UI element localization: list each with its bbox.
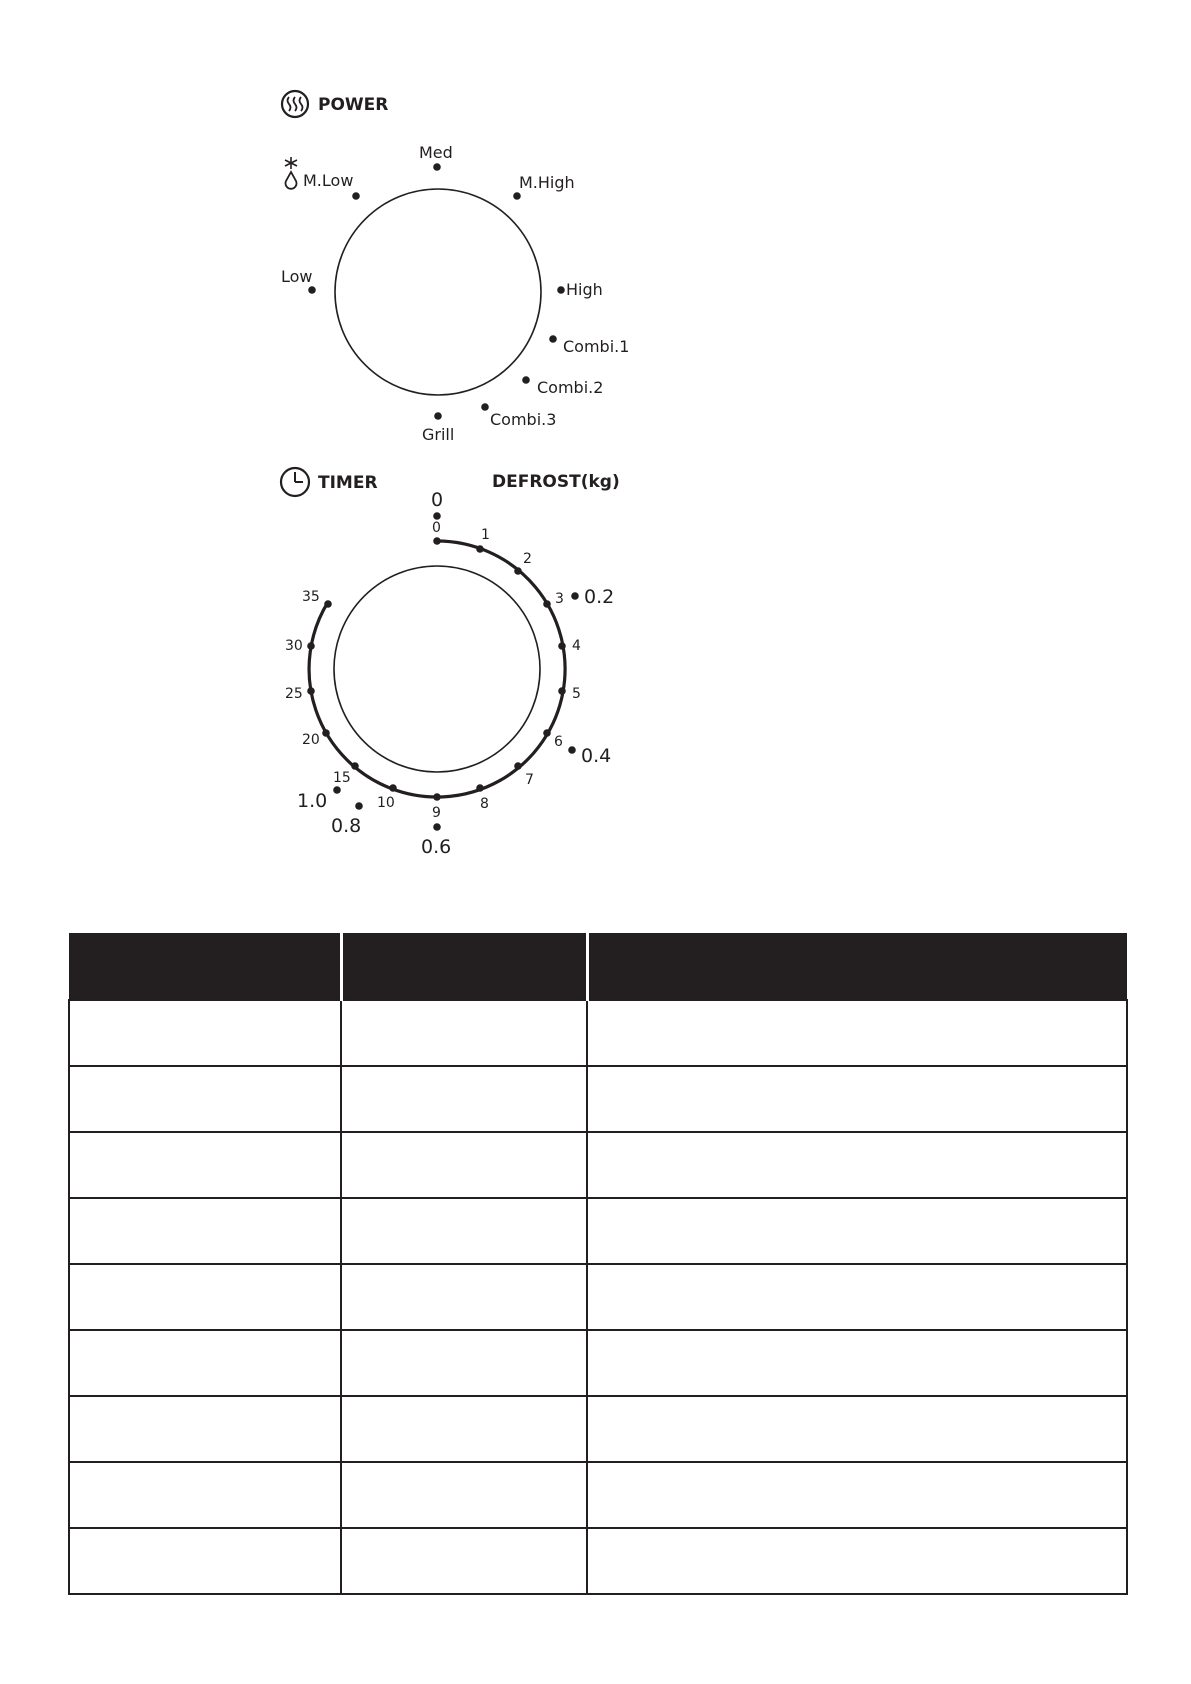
timer-dot-7 [514, 762, 522, 770]
power-knob[interactable] [335, 189, 541, 395]
table-cell [341, 1264, 587, 1330]
table-row [69, 1132, 1127, 1198]
table-row [69, 1396, 1127, 1462]
timer-dot-4 [558, 642, 566, 650]
table-row [69, 1066, 1127, 1132]
power-label-combi-3: Combi.3 [490, 410, 557, 429]
timer-dot-0 [433, 537, 441, 545]
table-cell [341, 1462, 587, 1528]
table-cell [587, 1396, 1127, 1462]
defrost-label-0-4: 0.4 [581, 745, 612, 767]
power-label-grill: Grill [422, 425, 455, 444]
defrost-dot-0-6 [433, 823, 441, 831]
power-dot-grill [434, 412, 442, 420]
table-cell [587, 1198, 1127, 1264]
table-header-cell [69, 933, 341, 1000]
table-cell [341, 1330, 587, 1396]
table-cell [69, 1396, 341, 1462]
power-dot-m-low [352, 192, 360, 200]
defrost-label-0: 0 [431, 489, 444, 511]
table-row [69, 1198, 1127, 1264]
timer-dot-6 [543, 729, 551, 737]
table-cell [587, 1462, 1127, 1528]
power-label-med: Med [419, 143, 453, 162]
timer-label-25: 25 [285, 686, 303, 702]
timer-label-10: 10 [377, 795, 395, 811]
defrost-label-1-0: 1.0 [297, 790, 328, 812]
timer-heading: TIMER [318, 473, 378, 493]
table-cell [587, 1330, 1127, 1396]
timer-dot-25 [307, 687, 315, 695]
power-label-high: High [566, 280, 603, 299]
power-dot-combi-1 [549, 335, 557, 343]
timer-dot-35 [324, 600, 332, 608]
timer-dot-30 [307, 642, 315, 650]
settings-table [68, 933, 1128, 1595]
timer-label-30: 30 [285, 638, 303, 654]
table-cell [587, 1528, 1127, 1594]
timer-dot-3 [543, 600, 551, 608]
defrost-label-0-6: 0.6 [421, 836, 452, 858]
timer-dot-10 [389, 784, 397, 792]
timer-label-6: 6 [554, 734, 563, 750]
power-dot-m-high [513, 192, 521, 200]
table-header-row [69, 933, 1127, 1000]
timer-label-20: 20 [302, 732, 320, 748]
timer-dot-5 [558, 687, 566, 695]
timer-label-2: 2 [523, 551, 532, 567]
timer-label-9: 9 [432, 805, 441, 821]
power-label-low: Low [281, 267, 313, 286]
timer-label-0: 0 [432, 520, 441, 536]
table-cell [341, 1000, 587, 1066]
table-cell [587, 1066, 1127, 1132]
table-cell [341, 1198, 587, 1264]
table-cell [587, 1132, 1127, 1198]
timer-knob[interactable] [334, 566, 540, 772]
table-cell [69, 1462, 341, 1528]
power-dot-med [433, 163, 441, 171]
power-dot-combi-3 [481, 403, 489, 411]
table-cell [69, 1132, 341, 1198]
table-row [69, 1330, 1127, 1396]
defrost-dot-1-0 [333, 786, 341, 794]
clock-icon [281, 468, 309, 496]
defrost-dot-0-8 [355, 802, 363, 810]
timer-label-15: 15 [333, 770, 351, 786]
table-cell [341, 1066, 587, 1132]
power-dot-high [557, 286, 565, 294]
defrost-label-0-8: 0.8 [331, 815, 362, 837]
timer-label-3: 3 [555, 591, 564, 607]
table-cell [341, 1132, 587, 1198]
table-header-cell [341, 933, 587, 1000]
power-label-m-high: M.High [519, 173, 575, 192]
table-cell [69, 1000, 341, 1066]
table-row [69, 1000, 1127, 1066]
table-row [69, 1462, 1127, 1528]
defrost-label-0-2: 0.2 [584, 586, 615, 608]
power-dot-combi-2 [522, 376, 530, 384]
timer-label-4: 4 [572, 638, 581, 654]
timer-dot-20 [322, 729, 330, 737]
timer-label-8: 8 [480, 796, 489, 812]
timer-label-35: 35 [302, 589, 320, 605]
defrost-dot-0-2 [571, 592, 579, 600]
table-cell [341, 1528, 587, 1594]
table-cell [69, 1066, 341, 1132]
timer-dot-8 [476, 784, 484, 792]
timer-dot-2 [514, 567, 522, 575]
table-cell [341, 1396, 587, 1462]
table-row [69, 1528, 1127, 1594]
table-cell [69, 1528, 341, 1594]
defrost-heading: DEFROST(kg) [492, 472, 620, 492]
timer-label-7: 7 [525, 772, 534, 788]
timer-label-5: 5 [572, 686, 581, 702]
table-cell [587, 1000, 1127, 1066]
table-row [69, 1264, 1127, 1330]
table-cell [587, 1264, 1127, 1330]
defrost-dot-0 [433, 512, 441, 520]
table-cell [69, 1264, 341, 1330]
power-label-combi-2: Combi.2 [537, 378, 604, 397]
table-cell [69, 1330, 341, 1396]
power-label-combi-1: Combi.1 [563, 337, 630, 356]
table-cell [69, 1198, 341, 1264]
timer-label-1: 1 [481, 527, 490, 543]
power-dot-low [308, 286, 316, 294]
defrost-dot-0-4 [568, 746, 576, 754]
power-label-m-low: M.Low [303, 171, 354, 190]
timer-dot-1 [476, 545, 484, 553]
microwave-waves-icon [282, 91, 308, 117]
table-header-cell [587, 933, 1127, 1000]
timer-dot-15 [351, 762, 359, 770]
timer-dot-9 [433, 793, 441, 801]
power-heading: POWER [318, 95, 389, 115]
defrost-icon [285, 157, 297, 189]
